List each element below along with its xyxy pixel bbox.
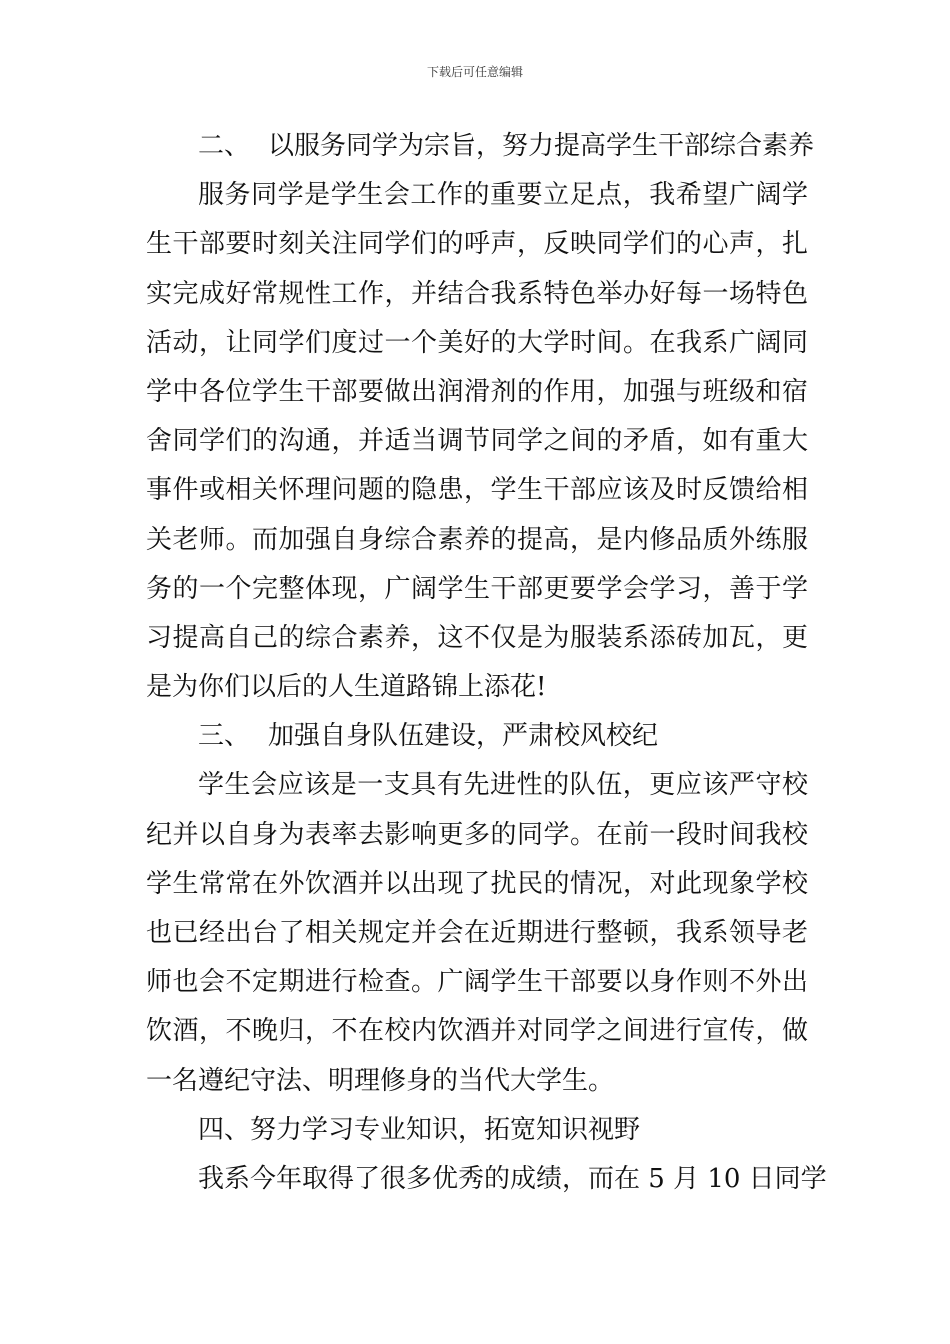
paragraph-line: 学中各位学生干部要做出润滑剂的作用，加强与班级和宿	[146, 376, 808, 407]
paragraph-line: 舍同学们的沟通，并适当调节同学之间的矛盾，如有重大	[146, 426, 808, 457]
section-number: 二、	[198, 131, 251, 161]
paragraph-line: 学生常常在外饮酒并以出现了扰民的情况，对此现象学校	[146, 868, 808, 899]
section-heading-4: 四、努力学习专业知识，拓宽知识视野	[198, 1114, 641, 1145]
paragraph-line: 关老师。而加强自身综合素养的提高，是内修品质外练服	[146, 524, 808, 555]
paragraph-line: 是为你们以后的人生道路锦上添花!	[146, 672, 547, 703]
paragraph-line: 纪并以自身为表率去影响更多的同学。在前一段时间我校	[146, 819, 808, 850]
paragraph-line: 实完成好常规性工作，并结合我系特色举办好每一场特色	[146, 278, 808, 309]
paragraph-line: 生干部要时刻关注同学们的呼声，反映同学们的心声，扎	[146, 229, 808, 260]
paragraph-line: 活动，让同学们度过一个美好的大学时间。在我系广阔同	[146, 327, 808, 358]
paragraph-line: 务的一个完整体现，广阔学生干部更要学会学习，善于学	[146, 573, 808, 604]
paragraph-line: 也已经出台了相关规定并会在近期进行整顿，我系领导老	[146, 918, 808, 948]
section-heading-3	[146, 712, 808, 761]
section-heading-2	[146, 122, 815, 171]
page-header-note: 下载后可任意编辑	[426, 65, 523, 79]
section-title: 以服务同学为宗旨，努力提高学生干部综合素养	[268, 131, 815, 161]
section-number: 三、	[198, 721, 251, 752]
paragraph-line: 服务同学是学生会工作的重要立足点，我希望广阔学	[198, 180, 808, 211]
paragraph-line: 学生会应该是一支具有先进性的队伍，更应该严守校	[198, 770, 808, 801]
section-title: 加强自身队伍建设，严肃校风校纪	[268, 721, 659, 752]
paragraph-line: 一名遵纪守法、明理修身的当代大学生。	[146, 1065, 615, 1096]
paragraph-line: 师也会不定期进行检查。广阔学生干部要以身作则不外出	[146, 967, 808, 998]
paragraph-line: 饮酒，不晚归，不在校内饮酒并对同学之间进行宣传，做	[146, 1016, 808, 1047]
document-body	[146, 122, 827, 1204]
paragraph-line: 事件或相关怀理问题的隐患，学生干部应该及时反馈给相	[146, 475, 808, 506]
paragraph-line: 习提高自己的综合素养，这不仅是为服装系添砖加瓦，更	[146, 622, 808, 653]
paragraph-line: 我系今年取得了很多优秀的成绩，而在 5 月 10 日同学	[198, 1163, 827, 1194]
